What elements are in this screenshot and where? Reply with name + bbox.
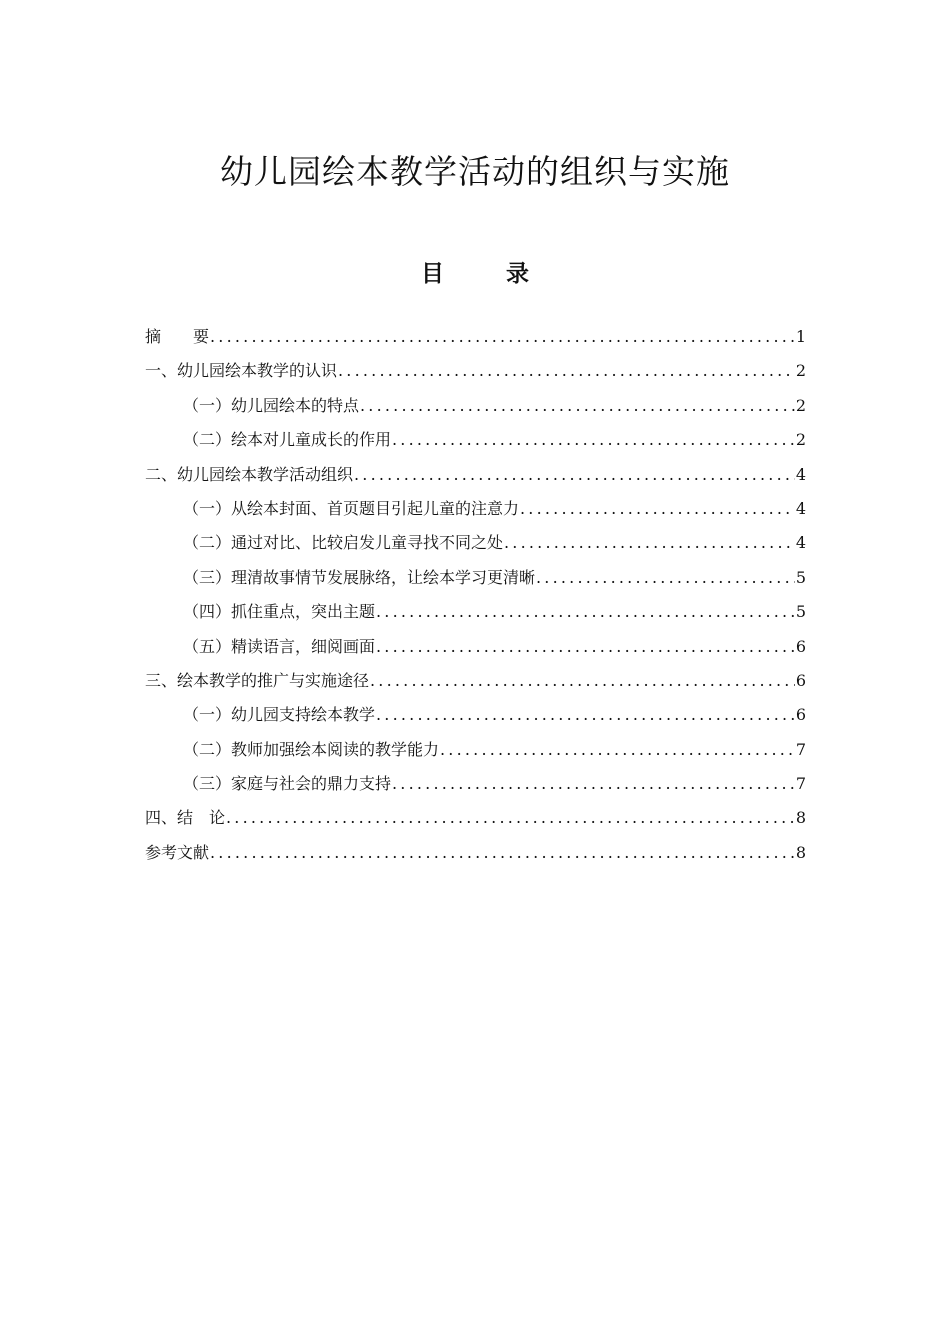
toc-entry-page: 5: [795, 567, 806, 587]
toc-entry-label: （三）家庭与社会的鼎力支持: [183, 774, 392, 794]
toc-entry-section-2-4[interactable]: [145, 595, 806, 629]
toc-leader-dots: [226, 801, 795, 835]
toc-leader-dots: [392, 423, 795, 457]
toc-entry-page: 4: [795, 464, 806, 484]
toc-entry-section-1-1[interactable]: [145, 389, 806, 423]
toc-entry-label: 三、绘本教学的推广与实施途径: [145, 670, 370, 690]
toc-entry-label: （一）幼儿园绘本的特点: [183, 395, 360, 415]
toc-entry-label: （一）从绘本封面、首页题目引起儿童的注意力: [183, 498, 520, 518]
toc-entry-page: 2: [795, 361, 806, 381]
toc-entry-conclusion[interactable]: [145, 801, 806, 835]
toc-entry-abstract[interactable]: [145, 320, 806, 354]
toc-entry-section-1-2[interactable]: [145, 423, 806, 457]
toc-entry-section-3[interactable]: [145, 664, 806, 698]
toc-entry-page: 5: [795, 602, 806, 622]
toc-entry-label: 四、结 论: [145, 808, 226, 828]
toc-entry-page: 2: [795, 430, 806, 450]
toc-entry-page: 6: [795, 705, 806, 725]
toc-heading-left: 目: [421, 260, 444, 287]
document-title: 幼儿园绘本教学活动的组织与实施: [220, 152, 730, 192]
toc-leader-dots: [338, 354, 795, 388]
table-of-contents: [145, 320, 806, 870]
toc-entry-page: 4: [795, 498, 806, 518]
toc-leader-dots: [376, 630, 795, 664]
toc-entry-label: （三）理清故事情节发展脉络，让绘本学习更清晰: [183, 567, 536, 587]
toc-leader-dots: [370, 664, 795, 698]
toc-entry-page: 7: [795, 739, 806, 759]
toc-entry-label: 摘 要: [145, 327, 210, 346]
toc-entry-label: （二）教师加强绘本阅读的教学能力: [183, 739, 440, 759]
toc-entry-section-1[interactable]: [145, 354, 806, 388]
toc-leader-dots: [376, 595, 795, 629]
toc-entry-page: 1: [795, 327, 806, 346]
toc-leader-dots: [376, 698, 795, 732]
toc-entry-section-2[interactable]: [145, 458, 806, 492]
toc-entry-label: 参考文献: [145, 842, 210, 862]
toc-entry-label: （二）绘本对儿童成长的作用: [183, 430, 392, 450]
toc-entry-page: 6: [795, 636, 806, 656]
toc-entry-section-3-1[interactable]: [145, 698, 806, 732]
toc-entry-section-2-3[interactable]: [145, 561, 806, 595]
toc-entry-references[interactable]: [145, 836, 806, 870]
toc-entry-section-3-3[interactable]: [145, 767, 806, 801]
toc-entry-label: （五）精读语言，细阅画面: [183, 636, 376, 656]
toc-leader-dots: [536, 561, 795, 595]
toc-entry-section-2-1[interactable]: [145, 492, 806, 526]
toc-entry-page: 2: [795, 395, 806, 415]
toc-entry-section-3-2[interactable]: [145, 733, 806, 767]
toc-entry-label: （四）抓住重点，突出主题: [183, 602, 376, 622]
toc-leader-dots: [360, 389, 795, 423]
toc-leader-dots: [354, 458, 795, 492]
toc-entry-label: （二）通过对比、比较启发儿童寻找不同之处: [183, 533, 504, 553]
toc-leader-dots: [210, 836, 795, 870]
toc-leader-dots: [440, 733, 795, 767]
toc-entry-label: （一）幼儿园支持绘本教学: [183, 705, 376, 725]
toc-heading: [0, 257, 950, 291]
toc-entry-page: 8: [795, 808, 806, 828]
toc-entry-page: 8: [795, 842, 806, 862]
toc-entry-page: 7: [795, 774, 806, 794]
toc-entry-label: 二、幼儿园绘本教学活动组织: [145, 464, 354, 484]
toc-entry-label: 一、幼儿园绘本教学的认识: [145, 361, 338, 381]
toc-leader-dots: [210, 320, 795, 354]
toc-entry-page: 6: [795, 670, 806, 690]
toc-entry-section-2-5[interactable]: [145, 630, 806, 664]
toc-entry-section-2-2[interactable]: [145, 526, 806, 560]
toc-heading-right: 录: [506, 260, 529, 287]
toc-leader-dots: [504, 526, 795, 560]
toc-leader-dots: [392, 767, 795, 801]
toc-leader-dots: [520, 492, 795, 526]
toc-entry-page: 4: [795, 533, 806, 553]
